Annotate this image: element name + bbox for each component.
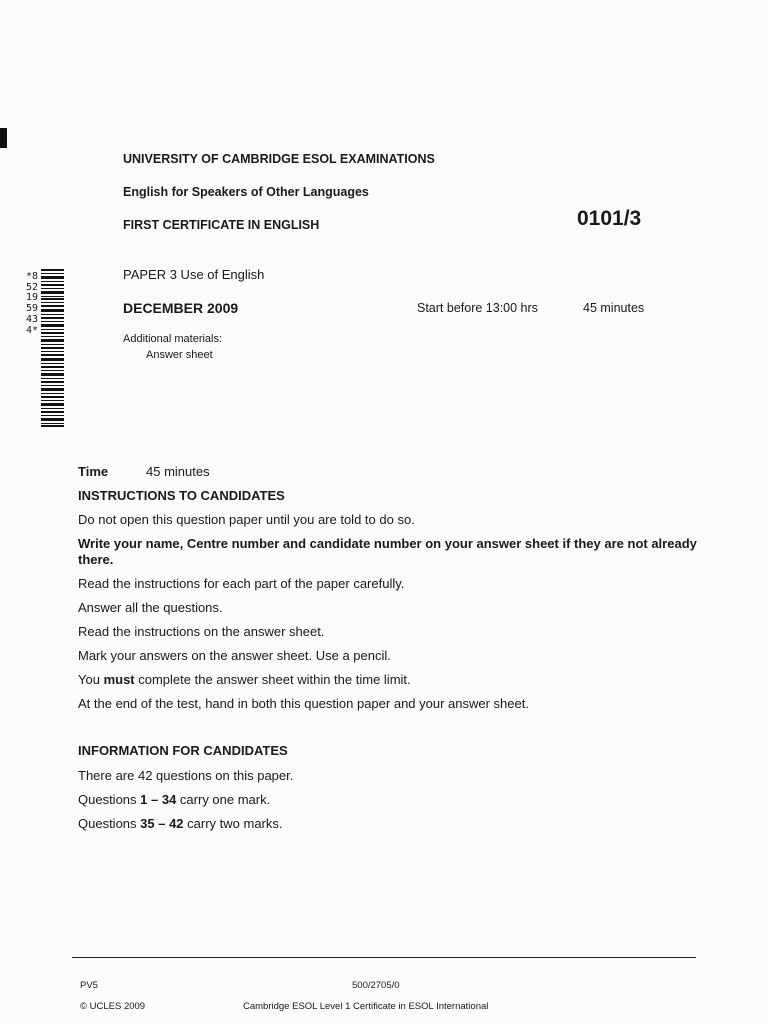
instruction-line: Mark your answers on the answer sheet. Use a pencil. (78, 648, 391, 663)
instruction-line: Read the instructions for each part of the paper carefully. (78, 576, 405, 591)
instruction-text: complete the answer sheet within the time limit. (134, 672, 411, 687)
instruction-line-bold: Write your name, Centre number and candidate number on your answer sheet if they are not already there. (78, 536, 697, 567)
information-text: carry one mark. (176, 792, 271, 807)
footer-divider (72, 957, 696, 958)
question-range: 35 – 42 (140, 816, 184, 831)
information-line (78, 816, 283, 831)
information-text: Questions (78, 816, 141, 831)
instruction-line: Answer all the questions. (78, 600, 223, 615)
instruction-line: At the end of the test, hand in both this question paper and your answer sheet. (78, 696, 529, 711)
scan-edge-mark (0, 128, 7, 148)
paper-code: 0101/3 (577, 207, 642, 230)
question-range: 1 – 34 (140, 792, 177, 807)
paper-name: PAPER 3 Use of English (123, 267, 265, 282)
time-label: Time (78, 464, 109, 479)
information-line: There are 42 questions on this paper. (78, 768, 294, 783)
instruction-line: Read the instructions on the answer sheet. (78, 624, 325, 639)
instruction-line: Do not open this question paper until you are told to do so. (78, 512, 415, 527)
footer-pv: PV5 (80, 980, 98, 991)
time-value: 45 minutes (146, 464, 210, 479)
barcode-icon (41, 269, 64, 427)
instructions-heading: INSTRUCTIONS TO CANDIDATES (78, 488, 285, 503)
exam-date: DECEMBER 2009 (123, 300, 239, 316)
instruction-text: You (78, 672, 104, 687)
exam-duration: 45 minutes (583, 301, 645, 315)
footer-certificate: Cambridge ESOL Level 1 Certificate in ESOL International (243, 1001, 489, 1012)
footer-copyright: © UCLES 2009 (80, 1001, 146, 1012)
certificate-title: FIRST CERTIFICATE IN ENGLISH (123, 218, 320, 232)
additional-materials-label: Additional materials: (123, 333, 223, 345)
information-heading: INFORMATION FOR CANDIDATES (78, 743, 288, 758)
start-time: Start before 13:00 hrs (417, 301, 538, 315)
instruction-line (78, 672, 411, 687)
information-text: Questions (78, 792, 141, 807)
information-text: carry two marks. (183, 816, 283, 831)
emphasis-must: must (103, 672, 135, 687)
barcode-number: *8521959434* (25, 271, 39, 336)
information-line (78, 792, 270, 807)
university-title: UNIVERSITY OF CAMBRIDGE ESOL EXAMINATIONS (123, 152, 435, 166)
exam-subtitle: English for Speakers of Other Languages (123, 185, 369, 199)
footer-reference: 500/2705/0 (352, 980, 400, 991)
additional-materials-item: Answer sheet (146, 349, 213, 361)
